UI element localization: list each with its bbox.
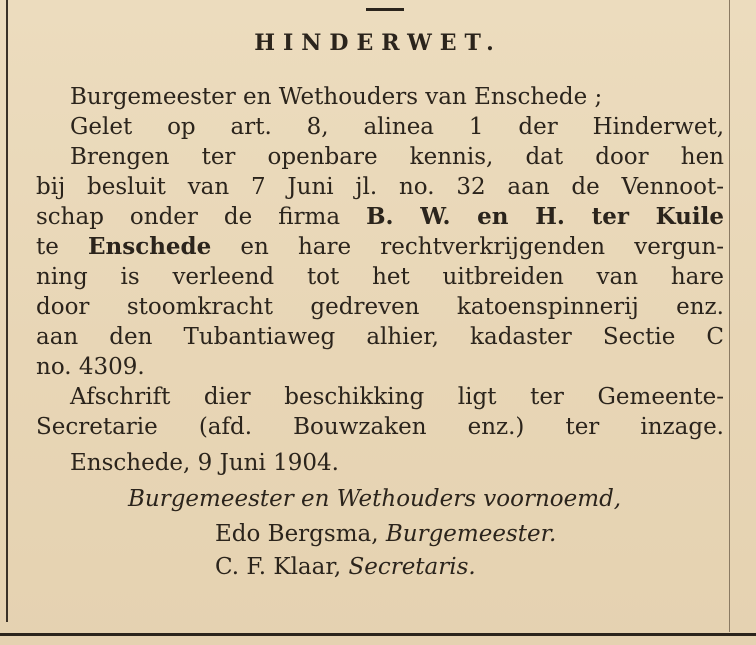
place-date: Enschede, 9 Juni 1904. <box>70 450 339 476</box>
city-name: Enschede <box>88 233 212 260</box>
top-separator <box>366 8 404 11</box>
line-6-text-b: en hare rechtverkrijgenden vergun- <box>211 234 724 260</box>
signatory-body: Burgemeester en Wethouders voornoemd, <box>128 486 622 512</box>
notice-line-1: Burgemeester en Wethouders van Enschede ; <box>70 84 603 110</box>
notice-line-11: Afschrift dier beschikking ligt ter Gemeente- <box>70 384 724 410</box>
secretary-signature <box>215 552 476 582</box>
mayor-title: Burgemeester. <box>385 521 557 547</box>
notice-line-5 <box>36 202 724 232</box>
firm-name: B. W. en H. ter Kuile <box>366 203 724 230</box>
notice-line-7: ning is verleend tot het uitbreiden van hare <box>36 264 724 290</box>
mayor-signature <box>215 519 556 549</box>
notice-line-3: Brengen ter openbare kennis, dat door hen <box>70 144 724 170</box>
left-column-rule <box>6 0 8 622</box>
notice-line-10: no. 4309. <box>36 354 145 380</box>
notice-line-12: Secretarie (afd. Bouwzaken enz.) ter inzage. <box>36 414 724 440</box>
notice-title: HINDERWET. <box>254 30 502 56</box>
notice-line-8: door stoomkracht gedreven katoenspinnerij enz. <box>36 294 724 320</box>
bottom-column-rule <box>0 633 756 636</box>
notice-line-9: aan den Tubantiaweg alhier, kadaster Sectie C <box>36 324 724 350</box>
right-column-rule <box>729 0 730 632</box>
secretary-name: C. F. Klaar, <box>215 554 342 580</box>
line-6-text-a: te <box>36 234 88 260</box>
notice-line-2: Gelet op art. 8, alinea 1 der Hinderwet, <box>70 114 724 140</box>
line-5-text: schap onder de firma <box>36 204 367 230</box>
mayor-name: Edo Bergsma, <box>215 521 379 547</box>
notice-line-4: bij besluit van 7 Juni jl. no. 32 aan de Vennoot- <box>36 174 724 200</box>
secretary-title: Secretaris. <box>348 554 476 580</box>
notice-line-6 <box>36 232 724 262</box>
